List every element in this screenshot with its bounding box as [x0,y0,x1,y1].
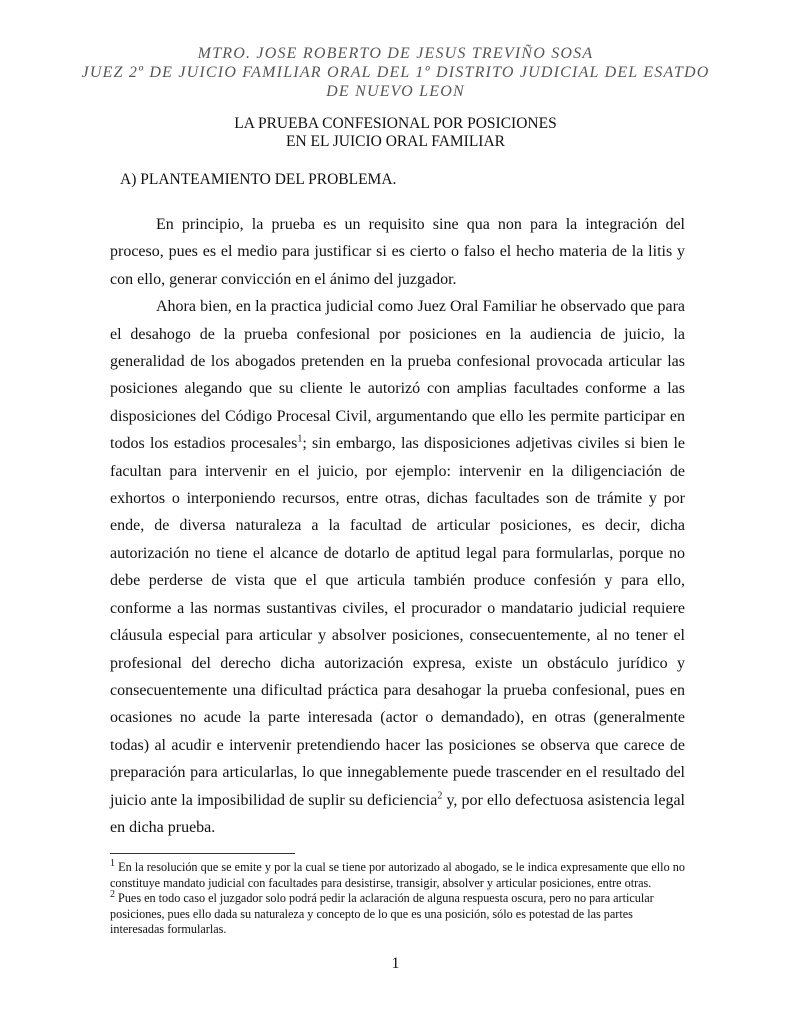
body-text [110,211,685,841]
paragraph-2-part-a: Ahora bien, en la practica judicial como Juez Oral Familiar he observado que para el desahogo de la prueba confesional por posiciones en la audiencia de juicio, la generalidad de los abogados pretenden en la prueba confesional provocada articular las posiciones alegando que su cliente le autorizó con amplias facultades conforme a las disposiciones del Código Procesal Civil, argumentando que ello les permite participar en todos los estadios procesales [110,298,685,453]
paragraph-2-part-b: ; sin embargo, las disposiciones adjetivas civiles si bien le facultan para intervenir en el juicio, por ejemplo: intervenir en la diligenciación de exhortos o interponiendo recursos, entre otras, dichas facultades son de trámite y por ende, de diversa naturaleza a la facultad de articular posiciones, es decir, dicha autorización no tiene el alcance de dotarlo de aptitud legal para formularlas, porque no debe perderse de vista que el que articula también produce confesión y para ello, conforme a las normas sustantivas civiles, el procurador o mandatario judicial requiere cláusula especial para articular y absolver posiciones, consecuentemente, al no tener el profesional del derecho dicha autorización expresa, existe un obstáculo jurídico y consecuentemente una dificultad práctica para desahogar la prueba confesional, pues en ocasiones no acude la parte interesada (actor o demandado), en otras (generalmente todas) al acudir e intervenir pretendiendo hacer las posiciones se observa que carece de preparación para articularlas, lo que innegablemente puede trascender en el resultado del juicio ante la imposibilidad de suplir su deficiencia [110,435,685,809]
header-position: JUEZ 2º DE JUICIO FAMILIAR ORAL DEL 1º DISTRITO JUDICIAL DEL ESATDO DE NUEVO LEON [81,64,710,100]
footnote-text: Pues en todo caso el juzgador solo podrá pedir la aclaración de alguna respuesta oscura, pero no para articular posiciones, pues ello dada su naturaleza y concepto de lo que es una posición, sólo es potestad de las partes interesadas formularlas. [110,891,654,937]
section-heading: A) PLANTEAMIENTO DEL PROBLEMA. [120,171,397,188]
paragraph-2-part-c: y, por ello defectuosa asistencia legal en dicha prueba. [110,791,685,836]
title-line-2: EN EL JUICIO ORAL FAMILIAR [286,133,505,150]
title-line-1: LA PRUEBA CONFESIONAL POR POSICIONES [234,115,557,132]
footnote-text: En la resolución que se emite y por la cual se tiene por autorizado al abogado, se le indica expresamente que ello no constituye mandato judicial con facultades para desistirse, transigir, absolver y articular posiciones, entre otras. [110,860,685,890]
footnote-separator [110,853,295,854]
header-author: MTRO. JOSE ROBERTO DE JESUS TREVIÑO SOSA [197,45,594,62]
page-header [76,44,716,101]
footnote-1 [110,860,685,891]
footnote-ref-2[interactable]: 2 [437,790,443,802]
paragraph-1: En principio, la prueba es un requisito sine qua non para la integración del proceso, pues es el medio para justificar si es cierto o falso el hecho materia de la litis y con ello, generar convicción en el ánimo del juzgador. [110,216,685,288]
footnote-2 [110,891,685,938]
document-title [96,115,696,151]
footnote-number: 2 [110,889,115,901]
footnote-ref-1[interactable]: 1 [297,433,303,445]
footnotes [110,860,685,938]
page-number: 1 [391,954,400,972]
paragraph-2 [110,293,685,841]
footnote-number: 1 [110,858,115,870]
